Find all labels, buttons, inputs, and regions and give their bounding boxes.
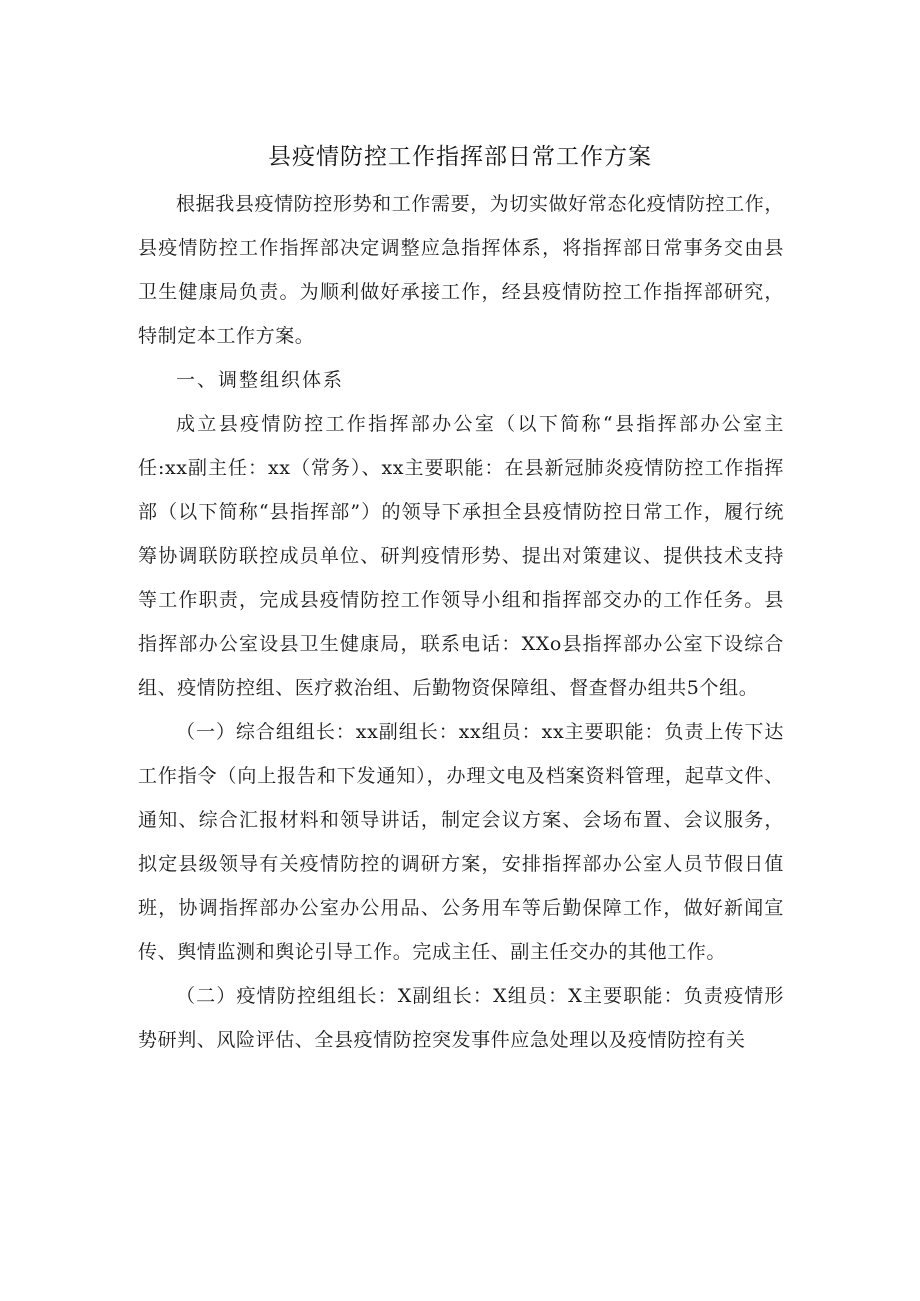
document-title: 县疫情防控工作指挥部日常工作方案 [268,144,652,170]
prevention-group-paragraph: （二）疫情防控组组长：X副组长：X组员：X主要职能：负责疫情形势研判、风险评估、全县疫情防控突发事件应急处理以及疫情防控有关 [138,985,784,1051]
intro-paragraph: 根据我县疫情防控形势和工作需要，为切实做好常态化疫情防控工作，县疫情防控工作指挥部决定调整应急指挥体系，将指挥部日常事务交由县卫生健康局负责。为顺利做好承接工作，经县疫情防控工作指挥部研究，特制定本工作方案。 [138,193,784,347]
document-body [138,182,784,1062]
organization-paragraph: 成立县疫情防控工作指挥部办公室（以下简称“县指挥部办公室主任:xx副主任：xx（常务）、xx主要职能：在县新冠肺炎疫情防控工作指挥部（以下简称“县指挥部”）的领导下承担全县疫情防控日常工作，履行统筹协调联防联控成员单位、研判疫情形势、提出对策建议、提供技术支持等工作职责，完成县疫情防控工作领导小组和指挥部交办的工作任务。县指挥部办公室设县卫生健康局，联系电话：XXo县指挥部办公室下设综合组、疫情防控组、医疗救治组、后勤物资保障组、督查督办组共5个组。 [138,413,784,699]
general-group-paragraph: （一）综合组组长：xx副组长：xx组员：xx主要职能：负责上传下达工作指令（向上报告和下发通知），办理文电及档案资料管理，起草文件、通知、综合汇报材料和领导讲话，制定会议方案、会场布置、会议服务，拟定县级领导有关疫情防控的调研方案，安排指挥部办公室人员节假日值班，协调指挥部办公室办公用品、公务用车等后勤保障工作，做好新闻宣传、舆情监测和舆论引导工作。完成主任、副主任交办的其他工作。 [138,721,784,963]
section-heading: 一、调整组织体系 [176,369,345,391]
